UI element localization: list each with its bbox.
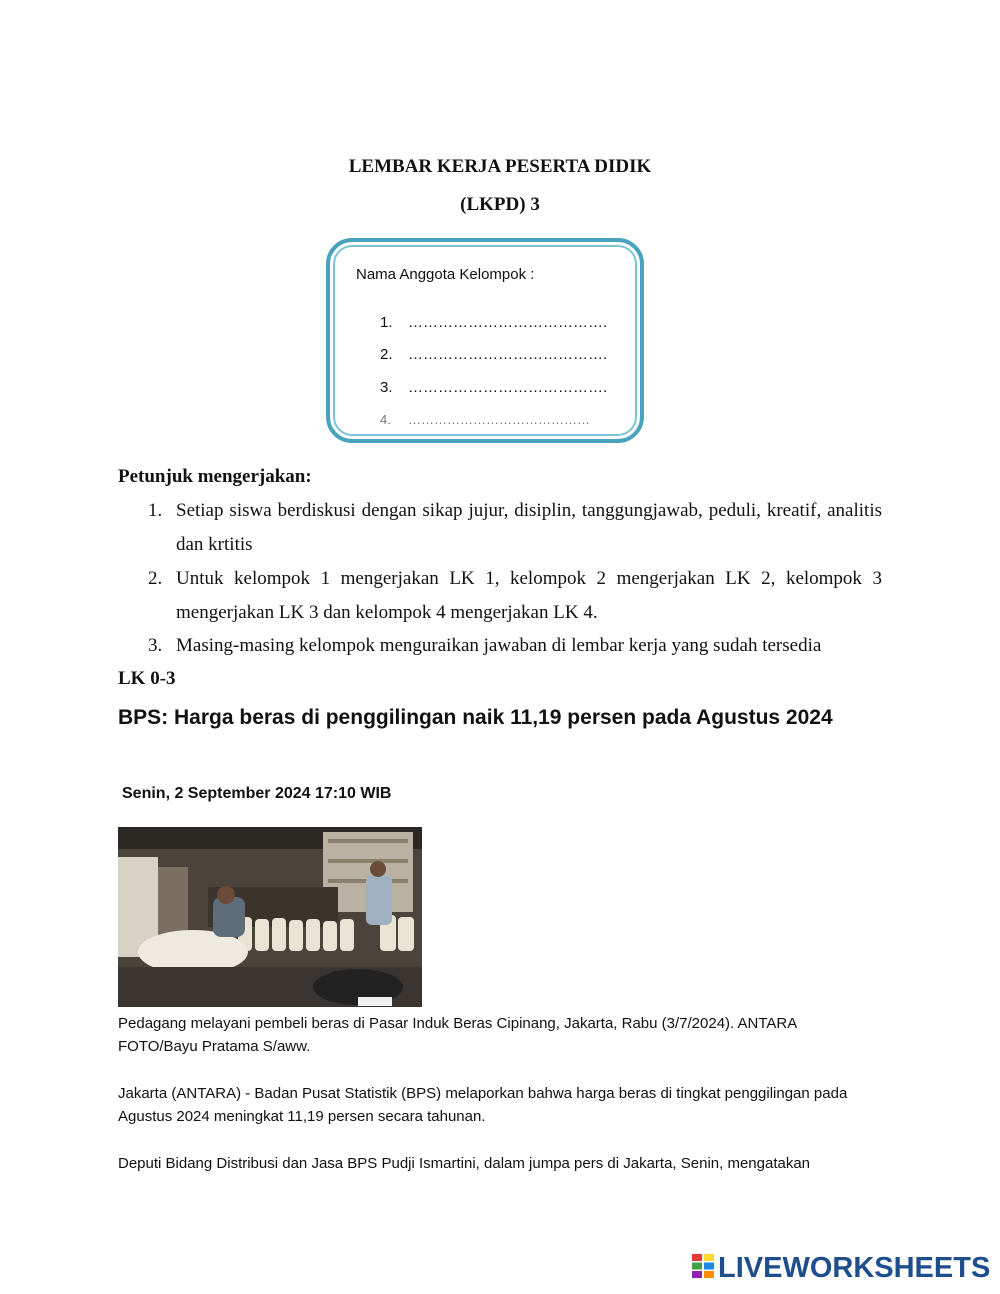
instruction-item: 2. Untuk kelompok 1 mengerjakan LK 1, kelompok 2 mengerjakan LK 2, kelompok 3 mengerjakan LK 3 dan kelompok 4 mengerjakan LK 4. — [148, 568, 882, 623]
brand-name: LIVEWORKSHEETS — [718, 1251, 991, 1284]
member-line-3[interactable]: 3. …………………………………. — [380, 379, 608, 396]
instructions-heading: Petunjuk mengerjakan: — [118, 466, 312, 487]
worksheet-label: LK 0-3 — [118, 668, 176, 689]
photo-caption: Pedagang melayani pembeli beras di Pasar Induk Beras Cipinang, Jakarta, Rabu (3/7/2024). ANTARA FOTO/Bayu Pratama S/aww. — [118, 1015, 797, 1055]
member-line-1[interactable]: 1. …………………………………. — [380, 314, 608, 331]
group-members-label: Nama Anggota Kelompok : — [356, 266, 535, 283]
liveworksheets-brand[interactable] — [692, 1250, 990, 1286]
member-line-4[interactable]: 4. …………………………………… — [380, 412, 590, 427]
article-title: BPS: Harga beras di penggilingan naik 11,19 persen pada Agustus 2024 — [118, 706, 833, 729]
liveworksheets-logo-icon — [692, 1254, 714, 1283]
worksheet-subtitle: (LKPD) 3 — [460, 194, 540, 215]
instruction-item: 1. Setiap siswa berdiskusi dengan sikap jujur, disiplin, tanggungjawab, peduli, kreatif, analitis dan krtitis — [148, 500, 882, 555]
worksheet-title: LEMBAR KERJA PESERTA DIDIK — [348, 156, 652, 177]
instruction-item: 3. Masing-masing kelompok menguraikan jawaban di lembar kerja yang sudah tersedia — [148, 635, 822, 656]
article-paragraph-1: Jakarta (ANTARA) - Badan Pusat Statistik (BPS) melaporkan bahwa harga beras di tingkat penggilingan pada Agustus 2024 meningkat 11,19 persen secara tahunan. — [118, 1085, 848, 1125]
group-members-box — [326, 238, 644, 443]
member-line-2[interactable]: 2. …………………………………. — [380, 346, 608, 363]
article-paragraph-2: Deputi Bidang Distribusi dan Jasa BPS Pudji Ismartini, dalam jumpa pers di Jakarta, Senin, mengatakan — [118, 1155, 811, 1172]
article-date: Senin, 2 September 2024 17:10 WIB — [122, 785, 392, 802]
article-photo — [118, 827, 422, 1007]
